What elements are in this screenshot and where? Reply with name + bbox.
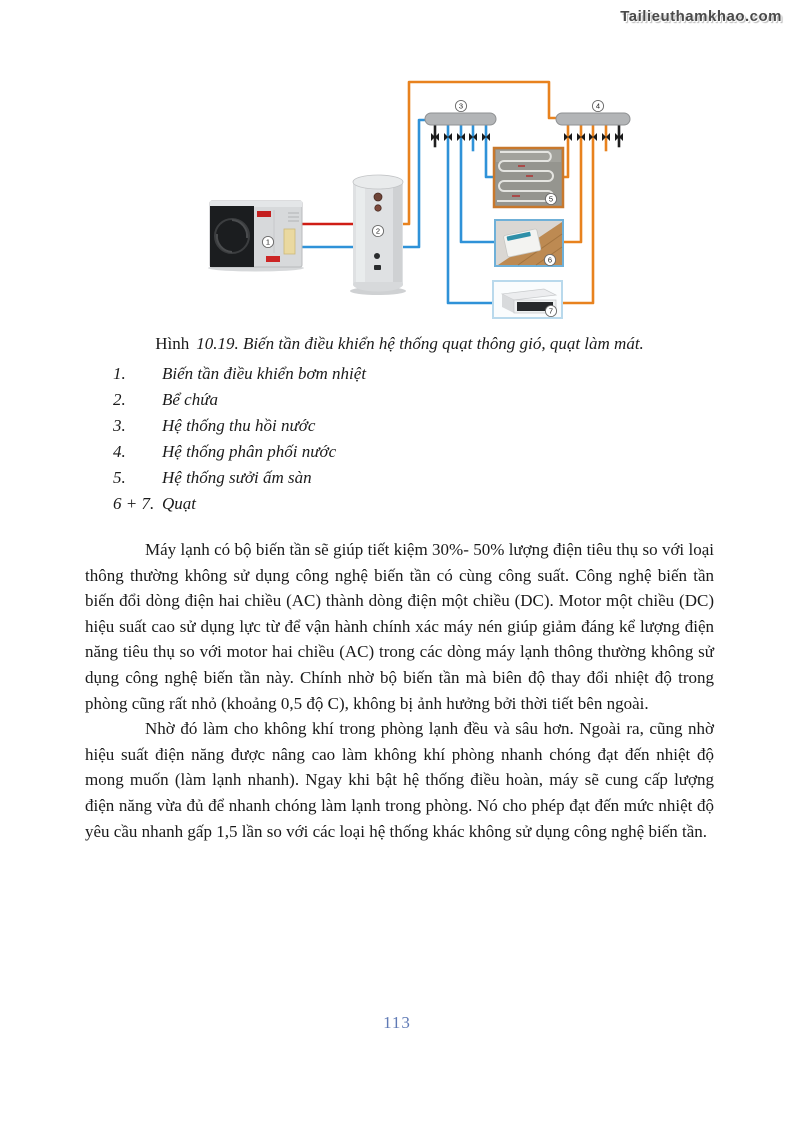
cold-water-main-pipe	[402, 120, 426, 247]
heat-pump-unit	[208, 201, 304, 272]
legend-item	[113, 413, 366, 439]
legend-item-number: 2.	[113, 390, 126, 409]
legend-item	[113, 465, 366, 491]
legend-item-number: 1.	[113, 364, 126, 383]
badge-6	[544, 254, 555, 265]
svg-text:5: 5	[548, 194, 554, 204]
legend-item-label: Hệ thống thu hồi nước	[162, 416, 316, 435]
brand-label	[257, 211, 271, 217]
paragraph-2: Nhờ đó làm cho không khí trong phòng lạnh đều và sâu hơn. Ngoài ra, cũng nhờ hiệu suất điện năng được nâng cao làm không khí phòng nhanh chóng đạt đến nhiệt độ mong muốn (làm lạnh nhanh). Ngay khi bật hệ thống điều hoàn, máy sẽ cung cấp lượng điện năng vừa đủ để nhanh chóng làm lạnh trong phòng. Nó cho phép đạt đến mức nhiệt độ yêu cầu nhanh gấp 1,5 lần so với các loại hệ thống khác không sử dụng công nghệ biến tần.	[85, 719, 714, 841]
legend-item	[113, 491, 366, 517]
badge-5	[545, 193, 556, 204]
legend-item-number: 5.	[113, 468, 126, 487]
badge-4	[592, 100, 603, 111]
tank-port	[374, 193, 382, 201]
site-watermark: Tailieuthamkhao.com	[620, 8, 782, 25]
page-number: 113	[383, 1013, 411, 1032]
manifold4-branch-3	[561, 125, 593, 303]
badge-2	[372, 225, 383, 236]
figure-caption	[85, 334, 714, 354]
tank-port	[375, 205, 381, 211]
legend-item-label: Bể chứa	[162, 390, 218, 409]
legend-item-label: Hệ thống phân phối nước	[162, 442, 337, 461]
tank-port	[374, 265, 381, 270]
badge-7	[545, 305, 556, 316]
legend-item-number: 3.	[113, 416, 126, 435]
water-distribution-manifold	[556, 113, 630, 125]
badge-3	[455, 100, 466, 111]
svg-text:3: 3	[458, 101, 464, 111]
svg-text:2: 2	[375, 226, 381, 236]
manifold4-branch-2	[562, 125, 581, 242]
svg-text:7: 7	[548, 306, 554, 316]
legend-item	[113, 439, 366, 465]
badge-1	[262, 236, 273, 247]
heat-pump-connection-panel	[284, 229, 295, 254]
figure-caption-label: Hình	[155, 334, 190, 353]
legend-item-label: Biến tần điều khiển bơm nhiệt	[162, 364, 367, 383]
legend-item-label: Quạt	[162, 494, 196, 513]
legend-item	[113, 387, 366, 413]
water-return-manifold	[425, 113, 496, 125]
manifold3-branch-3	[461, 125, 496, 242]
body-text	[85, 537, 714, 844]
legend-item-number: 6 + 7.	[113, 494, 155, 513]
svg-text:4: 4	[595, 101, 601, 111]
tank-port	[374, 253, 380, 259]
warning-label	[266, 256, 280, 262]
figure-caption-text: 10.19. Biến tần điều khiển hệ thống quạt thông gió, quạt làm mát.	[196, 334, 644, 353]
figure-legend	[113, 361, 366, 517]
svg-text:6: 6	[547, 255, 553, 265]
legend-item	[113, 361, 366, 387]
paragraph-1: Máy lạnh có bộ biến tần sẽ giúp tiết kiệm 30%- 50% lượng điện tiêu thụ so với loại thông thường không sử dụng công nghệ biến tần có cùng công suất. Công nghệ biến tần biến đổi dòng điện hai chiều (AC) thành dòng điện một chiều (DC). Motor một chiều (DC) hiệu suất cao sử dụng lực từ để vận hành chính xác máy nén giúp giảm đáng kể lượng điện năng tiêu thụ so với motor hai chiều (AC) trong các dòng máy lạnh thông thường không sử dụng công nghệ biến tần này. Chính nhờ bộ biến tần mà biên độ thay đổi nhiệt độ trong phòng cũng rất nhỏ (khoảng 0,5 độ C), không bị ảnh hưởng bởi thời tiết bên ngoài.	[85, 540, 714, 713]
legend-item-number: 4.	[113, 442, 126, 461]
svg-text:1: 1	[265, 237, 271, 247]
legend-item-label: Hệ thống sưởi ấm sàn	[162, 468, 312, 487]
system-diagram	[200, 70, 650, 330]
